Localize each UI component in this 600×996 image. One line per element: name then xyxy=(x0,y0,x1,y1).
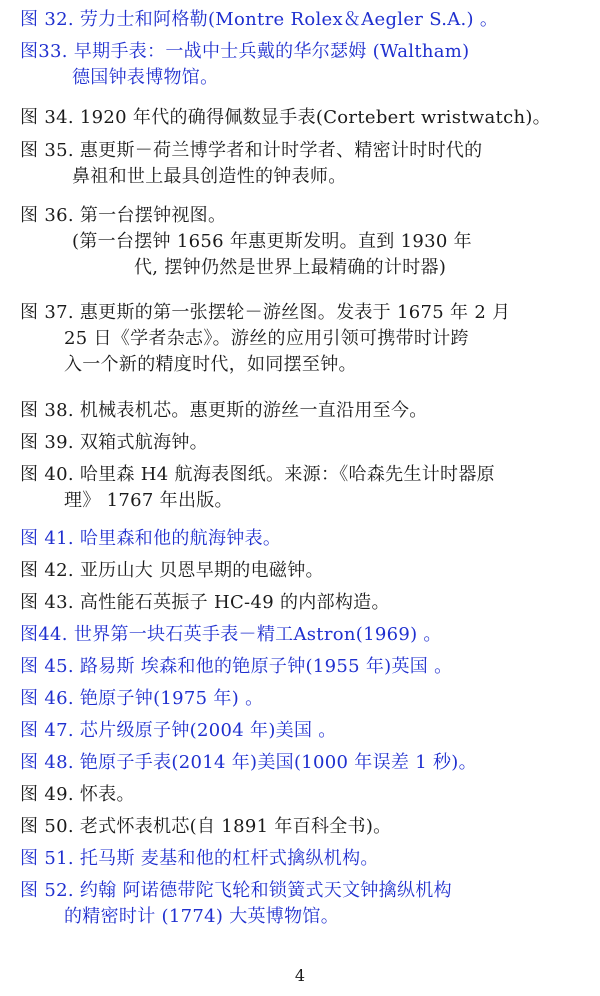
caption-line: 图 45. 路易斯 埃森和他的铯原子钟(1955 年)英国 。 xyxy=(20,656,453,677)
figure-caption-33 xyxy=(20,40,592,92)
figure-caption-36 xyxy=(20,204,592,282)
caption-line: 图 48. 铯原子手表(2014 年)美国(1000 年误差 1 秒)。 xyxy=(20,752,477,773)
caption-line: 图 36. 第一台摆钟视图。 xyxy=(20,205,227,226)
figure-caption-45 xyxy=(20,655,592,681)
figure-caption-48 xyxy=(20,751,592,777)
caption-line: 图 47. 芯片级原子钟(2004 年)美国 。 xyxy=(20,720,337,741)
caption-line: (第一台摆钟 1656 年惠更斯发明。直到 1930 年 xyxy=(72,231,472,252)
caption-line: 图 51. 托马斯 麦基和他的杠杆式擒纵机构。 xyxy=(20,848,379,869)
figure-caption-50 xyxy=(20,815,592,841)
caption-line: 代, 摆钟仍然是世界上最精确的计时器) xyxy=(134,257,447,278)
caption-line: 理》 1767 年出版。 xyxy=(64,490,233,511)
figure-caption-47 xyxy=(20,719,592,745)
figure-caption-49 xyxy=(20,783,592,809)
figure-caption-41 xyxy=(20,527,592,553)
caption-line: 图 43. 高性能石英振子 HC-49 的内部构造。 xyxy=(20,592,390,613)
caption-line: 鼻祖和世上最具创造性的钟表师。 xyxy=(72,166,347,187)
figure-caption-32 xyxy=(20,8,592,34)
figure-caption-44 xyxy=(20,623,592,649)
figure-caption-52 xyxy=(20,879,592,931)
figure-caption-43 xyxy=(20,591,592,617)
caption-line: 图33. 早期手表：一战中士兵戴的华尔瑟姆 (Waltham) xyxy=(20,41,470,62)
caption-line: 图 46. 铯原子钟(1975 年) 。 xyxy=(20,688,264,709)
figure-caption-34 xyxy=(20,106,592,132)
caption-line: 图 34. 1920 年代的确得佩数显手表(Cortebert wristwatch)。 xyxy=(20,107,551,128)
figure-caption-39 xyxy=(20,431,592,457)
page-number: 4 xyxy=(294,966,306,985)
figure-caption-51 xyxy=(20,847,592,873)
caption-line: 图44. 世界第一块石英手表－精工Astron(1969) 。 xyxy=(20,624,442,645)
caption-line: 的精密时计 (1774) 大英博物馆。 xyxy=(64,906,339,927)
caption-line: 图 52. 约翰 阿诺德带陀飞轮和锁簧式天文钟擒纵机构 xyxy=(20,880,452,901)
caption-line: 图 42. 亚历山大 贝恩早期的电磁钟。 xyxy=(20,560,324,581)
figure-caption-46 xyxy=(20,687,592,713)
figure-caption-37 xyxy=(20,301,592,379)
caption-line: 图 49. 怀表。 xyxy=(20,784,135,805)
caption-line: 图 32. 劳力士和阿格勒(Montre Rolex＆Aegler S.A.) 。 xyxy=(20,9,499,30)
caption-line: 入一个新的精度时代，如同摆至钟。 xyxy=(64,354,357,375)
caption-line: 德国钟表博物馆。 xyxy=(72,67,219,88)
caption-line: 图 39. 双箱式航海钟。 xyxy=(20,432,208,453)
caption-line: 图 37. 惠更斯的第一张摆轮－游丝图。发表于 1675 年 2 月 xyxy=(20,302,511,323)
figure-caption-40 xyxy=(20,463,592,515)
caption-line: 图 40. 哈里森 H4 航海表图纸。来源：《哈森先生计时器原 xyxy=(20,464,495,485)
caption-line: 图 38. 机械表机芯。惠更斯的游丝一直沿用至今。 xyxy=(20,400,428,421)
figure-caption-38 xyxy=(20,399,592,425)
caption-line: 图 50. 老式怀表机芯(自 1891 年百科全书)。 xyxy=(20,816,392,837)
figure-caption-35 xyxy=(20,139,592,191)
caption-line: 图 35. 惠更斯－荷兰博学者和计时学者、精密计时时代的 xyxy=(20,140,483,161)
caption-line: 图 41. 哈里森和他的航海钟表。 xyxy=(20,528,282,549)
figure-caption-42 xyxy=(20,559,592,585)
caption-line: 25 日《学者杂志》。游丝的应用引领可携带时计跨 xyxy=(64,328,469,349)
